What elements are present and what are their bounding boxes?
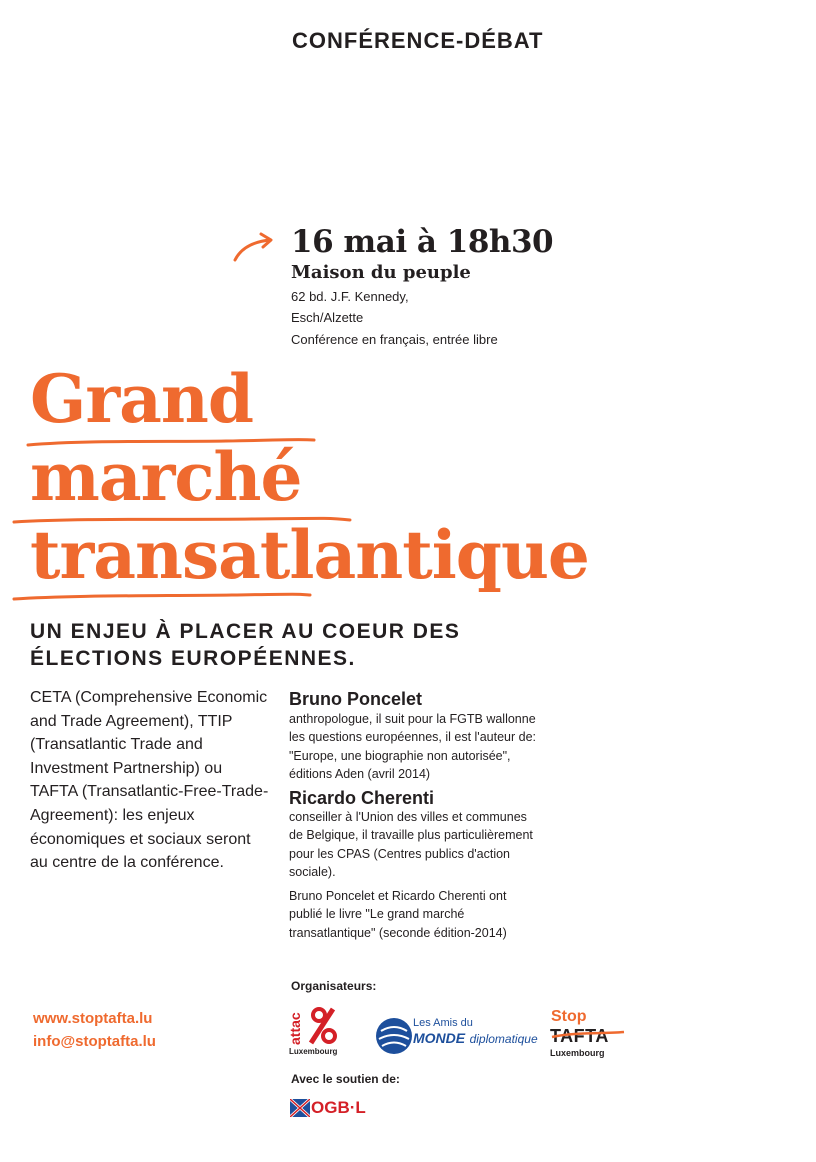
underline-stroke <box>12 590 312 604</box>
ogbl-flag-icon <box>290 1099 310 1117</box>
support-label: Avec le soutien de: <box>291 1072 400 1086</box>
speaker-description: anthropologue, il suit pour la FGTB wallonne les questions européennes, il est l'auteur de: "Europe, une biographie non autorisée", éditions Aden (avril 2014) <box>289 712 536 782</box>
attac-logo <box>289 1005 339 1059</box>
subtitle-line-1: UN ENJEU À PLACER AU COEUR DES <box>30 620 461 643</box>
diplo-text-3: diplomatique <box>469 1032 538 1046</box>
diplo-text-1: Les Amis du <box>413 1017 473 1029</box>
event-date: 16 mai à 18h30 <box>291 224 554 260</box>
title-line-2: marché <box>30 438 302 516</box>
attac-sub: Luxembourg <box>289 1047 338 1056</box>
speaker-name: Ricardo Cherenti <box>289 788 435 808</box>
diplo-text-2: MONDE <box>413 1030 466 1046</box>
event-note: Conférence en français, entrée libre <box>291 332 498 347</box>
email-link[interactable]: info@stoptafta.lu <box>33 1033 156 1050</box>
strike-stroke <box>550 1030 626 1040</box>
title-line-1: Grand <box>30 360 254 438</box>
event-type-heading: CONFÉRENCE-DÉBAT <box>292 28 544 53</box>
globe-icon <box>375 1017 413 1055</box>
luxembourg-text: Luxembourg <box>550 1048 605 1058</box>
stop-text: Stop <box>551 1008 587 1025</box>
tafta-text: TAFTA <box>550 1026 609 1046</box>
attac-text: attac <box>287 1012 303 1045</box>
arrow-right-icon <box>232 228 276 264</box>
title-line-3: transatlantique <box>30 516 589 594</box>
subtitle-line-2: ÉLECTIONS EUROPÉENNES. <box>30 647 356 670</box>
subtitle <box>30 618 460 672</box>
ogbl-text: OGB·L <box>311 1098 366 1117</box>
book-note: Bruno Poncelet et Ricardo Cherenti ont publié le livre "Le grand marché transatlantique" (seconde édition-2014) <box>289 889 507 940</box>
event-venue: Maison du peuple <box>291 262 471 283</box>
speaker-description: conseiller à l'Union des villes et communes de Belgique, il travaille plus particulièrement pour les CPAS (Centres publics d'action sociale). <box>289 810 533 880</box>
organisers-label: Organisateurs: <box>291 979 377 993</box>
stop-tafta-logo <box>550 1008 630 1060</box>
address-line-1: 62 bd. J.F. Kennedy, <box>291 289 409 304</box>
ogbl-logo <box>290 1099 380 1119</box>
intro-text: CETA (Comprehensive Economic and Trade Agreement), TTIP (Transatlantic Trade and Investment Partnership) ou TAFTA (Transatlantic-Free-Trade-Agreement): les enjeux économiques et sociaux seront au centre de la conférence. <box>30 689 269 872</box>
website-link[interactable]: www.stoptafta.lu <box>33 1010 153 1027</box>
amis-monde-diplo-logo <box>375 1015 538 1057</box>
address-line-2: Esch/Alzette <box>291 310 364 325</box>
speaker-name: Bruno Poncelet <box>289 689 423 709</box>
